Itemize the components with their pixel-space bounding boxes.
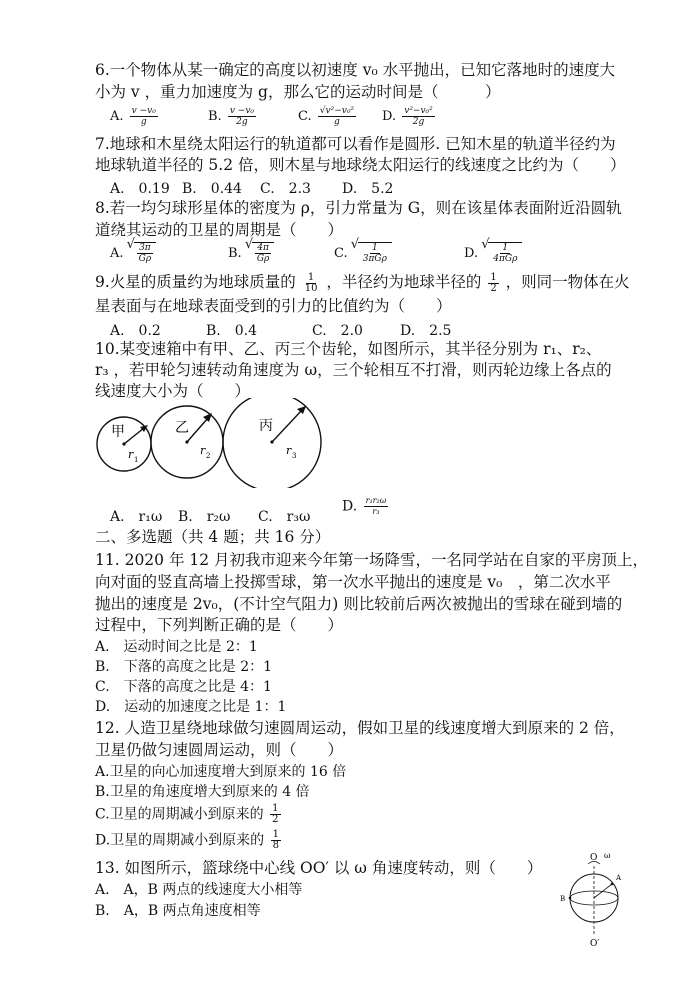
q11-option-d[interactable]: D. 运动的加速度之比是 1：1 bbox=[95, 699, 287, 715]
svg-text:r: r bbox=[200, 444, 206, 457]
q11-option-b[interactable]: B. 下落的高度之比是 2：1 bbox=[95, 659, 273, 675]
q7-option-d[interactable]: D. 5.2 bbox=[342, 181, 394, 197]
q12-line2: 卫星仍做匀速圆周运动，则（ ） bbox=[95, 741, 344, 759]
q6-option-a[interactable]: A. $\frac{\text{v −v₀}}{g}$ bbox=[110, 106, 156, 127]
q11-option-a[interactable]: A. 运动时间之比是 2：1 bbox=[95, 639, 258, 655]
gear-label-bing: 丙 bbox=[259, 418, 273, 434]
q8-options bbox=[110, 238, 610, 270]
q8-option-d[interactable]: D. √ $\frac{1}{\text{4πGρ}}$ bbox=[464, 242, 522, 264]
q8-option-c[interactable]: C. √ $\frac{1}{\text{3πGρ}}$ bbox=[334, 242, 392, 264]
q13-line1: 13. 如图所示，篮球绕中心线 OO′ 以 ω 角速度转动，则（ ） bbox=[95, 859, 543, 877]
q8-option-a[interactable]: A. √ $\frac{3\pi}{G\rho}$ bbox=[110, 242, 156, 264]
section-2-title: 二、多选题（共 4 题；共 16 分） bbox=[95, 528, 331, 546]
q6-line1: 6.一个物体从某一确定的高度以初速度 v₀ 水平抛出，已知它落地时的速度大 bbox=[95, 61, 616, 79]
q12-option-a[interactable]: A.卫星的向心加速度增大到原来的 16 倍 bbox=[95, 764, 347, 780]
q7-option-a[interactable]: A. 0.19 bbox=[110, 181, 170, 197]
gear-label-jia: 甲 bbox=[111, 424, 125, 440]
svg-text:r: r bbox=[286, 444, 292, 457]
q11-line2: 向对面的竖直高墙上投掷雪球，第一次水平抛出的速度是 v₀ ，第二次水平 bbox=[95, 573, 611, 591]
q11-option-c[interactable]: C. 下落的高度之比是 4：1 bbox=[95, 679, 272, 695]
axis-top-label: O bbox=[590, 853, 598, 863]
svg-text:r: r bbox=[128, 448, 134, 461]
q11-line3: 抛出的速度是 2v₀，(不计空气阻力) 则比较前后两次被抛出的雪球在碰到墙的 bbox=[95, 595, 623, 613]
q10-option-c[interactable]: C. r₃ω bbox=[258, 509, 311, 525]
axis-bottom-label: O′ bbox=[590, 939, 600, 948]
q6-option-d[interactable]: D. $\frac{\text{v²−v₀²}}{2g}$ bbox=[382, 106, 433, 127]
q9-option-c[interactable]: C. 2.0 bbox=[312, 323, 363, 339]
q6-option-b[interactable]: B. $\frac{\text{v −v₀}}{2g}$ bbox=[208, 106, 255, 127]
q12-option-c[interactable]: C.卫星的周期减小到原来的 $\frac{1}{2}$ bbox=[95, 803, 279, 825]
q10-line2: r₃ ，若甲轮匀速转动角速度为 ω，三个轮相互不打滑，则丙轮边缘上各点的 bbox=[95, 361, 612, 379]
q7-option-c[interactable]: C. 2.3 bbox=[260, 181, 311, 197]
q13-option-b[interactable]: B. A，B 两点角速度相等 bbox=[95, 903, 261, 919]
svg-text:3: 3 bbox=[292, 452, 297, 460]
svg-text:2: 2 bbox=[206, 452, 211, 460]
q12-option-b[interactable]: B.卫星的角速度增大到原来的 4 倍 bbox=[95, 784, 310, 800]
q13-option-a[interactable]: A. A，B 两点的线速度大小相等 bbox=[95, 882, 303, 898]
q6-line2: 小为 v ，重力加速度为 g，那么它的运动时间是（ ） bbox=[95, 83, 501, 101]
q6-option-c[interactable]: C. $\frac{\text{√v²−v₀²}}{g}$ bbox=[298, 106, 355, 127]
q11-line4: 过程中，下列判断正确的是（ ） bbox=[95, 616, 344, 634]
q7-line2: 地球轨道半径的 5.2 倍，则木星与地球绕太阳运行的线速度之比约为（ ） bbox=[95, 156, 626, 174]
q7-option-b[interactable]: B. 0.44 bbox=[182, 181, 242, 197]
point-a-label: A bbox=[616, 874, 622, 882]
q8-line2: 道绕其运动的卫星的周期是（ ） bbox=[95, 221, 344, 239]
q7-line1: 7.地球和木星绕太阳运行的轨道都可以看作是圆形. 已知木星的轨道半径约为 bbox=[95, 135, 616, 153]
svg-text:1: 1 bbox=[134, 456, 139, 464]
svg-text:ω: ω bbox=[604, 851, 611, 860]
q8-option-b[interactable]: B. √ $\frac{4\pi}{G\rho}$ bbox=[228, 242, 274, 264]
gear-label-yi: 乙 bbox=[175, 420, 189, 436]
q9-option-d[interactable]: D. 2.5 bbox=[400, 323, 452, 339]
q9-line1: 9.火星的质量约为地球质量的 $\frac{1}{10}$ ，半径约为地球半径的 $\frac{1}{2}$ ，则同一物体在火 bbox=[95, 271, 630, 294]
q6-options bbox=[110, 102, 610, 132]
basketball-figure bbox=[560, 848, 640, 948]
q10-option-a[interactable]: A. r₁ω bbox=[110, 509, 163, 525]
q9-option-b[interactable]: B. 0.4 bbox=[206, 323, 258, 339]
q11-line1: 11. 2020 年 12 月初我市迎来今年第一场降雪，一名同学站在自家的平房顶上， bbox=[95, 551, 649, 569]
q9-line2: 星表面与在地球表面受到的引力的比值约为（ ） bbox=[95, 297, 452, 315]
q8-line1: 8.若一均匀球形星体的密度为 ρ，引力常量为 G，则在该星体表面附近沿圆轨 bbox=[95, 199, 622, 217]
q10-line1: 10.某变速箱中有甲、乙、丙三个齿轮，如图所示，其半径分别为 r₁、r₂、 bbox=[95, 340, 602, 358]
q10-option-d[interactable]: D. $\frac{\text{r₁r₂ω}}{\text{r₃}}$ bbox=[342, 496, 387, 516]
q12-option-d[interactable]: D.卫星的周期减小到原来的 $\frac{1}{8}$ bbox=[95, 829, 280, 851]
q10-option-b[interactable]: B. r₂ω bbox=[178, 509, 231, 525]
point-b-label: B bbox=[560, 895, 566, 903]
q9-option-a[interactable]: A. 0.2 bbox=[110, 323, 161, 339]
q10-line3: 线速度大小为（ ） bbox=[95, 382, 251, 400]
gears-figure bbox=[95, 398, 330, 488]
q12-line1: 12. 人造卫星绕地球做匀速圆周运动，假如卫星的线速度增大到原来的 2 倍， bbox=[95, 719, 625, 737]
